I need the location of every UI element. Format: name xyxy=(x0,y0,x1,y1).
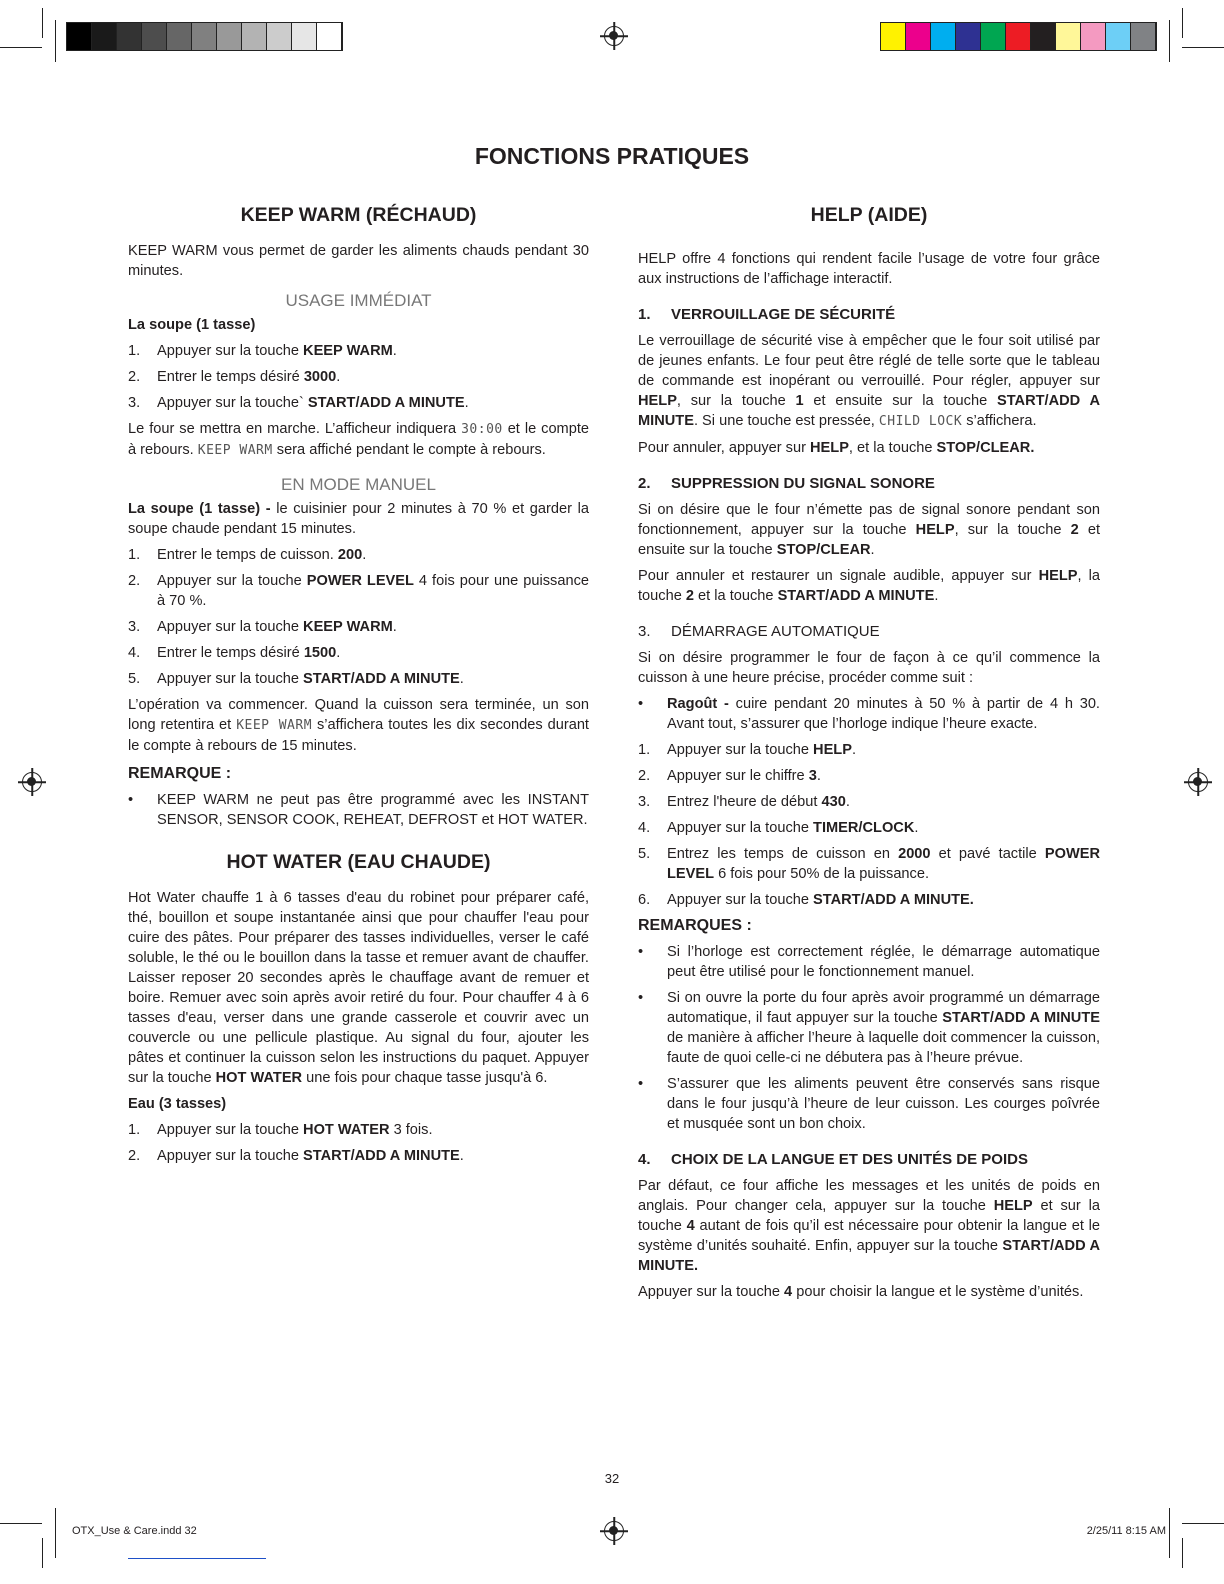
list-item: 3. Appuyer sur la touche` START/ADD A MINUTE. xyxy=(128,395,469,411)
crop-mark xyxy=(55,1508,56,1558)
list-item: 3. Appuyer sur la touche KEEP WARM. xyxy=(128,619,397,635)
color-swatch xyxy=(242,23,267,50)
color-swatch xyxy=(1031,23,1056,50)
list-item: 6. Appuyer sur la touche START/ADD A MINUTE. xyxy=(638,892,974,908)
color-swatch xyxy=(1081,23,1106,50)
color-swatch xyxy=(117,23,142,50)
crop-mark xyxy=(42,1538,43,1568)
list-item: 4. Entrer le temps désiré 1500. xyxy=(128,645,341,661)
list-item: 1. Appuyer sur la touche HOT WATER 3 fois. xyxy=(128,1122,433,1138)
crop-mark xyxy=(1169,20,1170,62)
color-swatch xyxy=(292,23,317,50)
color-swatch xyxy=(267,23,292,50)
color-swatch xyxy=(1131,23,1156,50)
hot-water-heading: HOT WATER (EAU CHAUDE) xyxy=(226,851,491,873)
section-3-steps xyxy=(638,740,1100,910)
manual-note: L’opération va commencer. Quand la cuisson sera terminée, un son long retentira et KEEP WARM s’affichera toutes les dix secondes durant le compte à rebours de 15 minutes. xyxy=(128,697,589,754)
crop-mark xyxy=(1182,8,1183,38)
remark-list xyxy=(128,790,589,830)
crop-mark xyxy=(55,20,56,62)
keep-warm-heading: KEEP WARM (RÉCHAUD) xyxy=(240,204,477,226)
section-3-bullet xyxy=(638,694,1100,734)
color-swatch xyxy=(881,23,906,50)
page-title: FONCTIONS PRATIQUES xyxy=(474,143,750,169)
crop-mark xyxy=(1182,47,1224,48)
list-item: 1. Appuyer sur la touche HELP. xyxy=(638,742,857,758)
list-item: 2. Appuyer sur la touche START/ADD A MINUTE. xyxy=(128,1148,464,1164)
lcd-display-text: 30:00 xyxy=(461,422,503,437)
footer-timestamp: 2/25/11 8:15 AM xyxy=(1086,1525,1166,1537)
section-4-body: Par défaut, ce four affiche les messages et les unités de poids en anglais. Pour changer cela, appuyer sur la touche HELP et sur la touche 4 autant de fois qu’il est nécessaire pour obtenir la langue et le système d’unités souhaité. Enfin, appuyer sur la touche START/ADD A MINUTE. xyxy=(638,1178,1101,1274)
lcd-display-text: KEEP WARM xyxy=(197,443,273,458)
color-swatch xyxy=(142,23,167,50)
crop-mark xyxy=(42,8,43,38)
section-3-heading: 3. DÉMARRAGE AUTOMATIQUE xyxy=(638,623,880,640)
list-item: • S’assurer que les aliments peuvent être conservés sans risque dans le four jusqu’à l’heure de leur cuisson. Les courges poîvrée et musquée sont un bon choix. xyxy=(638,1076,1100,1132)
lcd-display-text: CHILD LOCK xyxy=(878,414,963,429)
manual-steps xyxy=(128,545,589,689)
section-3-intro: Si on désire programmer le four de façon à ce qu’il commence la cuisson à une heure précise, procéder comme suit : xyxy=(638,650,1100,686)
list-item: 3. Entrez l'heure de début 430. xyxy=(638,794,850,810)
color-swatch xyxy=(981,23,1006,50)
list-item: • Si on ouvre la porte du four après avoir programmé un démarrage automatique, il faut appuyer sur la touche START/ADD A MINUTE de manière à afficher l’heure à laquelle doit commencer la cuisson, faute de quoi celle-ci ne débutera pas à l’heure prévue. xyxy=(638,990,1100,1066)
list-item: 2. Entrer le temps désiré 3000. xyxy=(128,369,341,385)
color-swatch xyxy=(1106,23,1131,50)
list-item: 4. Appuyer sur la touche TIMER/CLOCK. xyxy=(638,820,919,836)
registration-mark-icon xyxy=(22,772,42,792)
color-swatch xyxy=(192,23,217,50)
help-heading: HELP (AIDE) xyxy=(810,204,928,226)
color-swatch xyxy=(1056,23,1081,50)
grayscale-bar xyxy=(66,22,343,51)
lcd-display-text: KEEP WARM xyxy=(236,718,313,733)
usage-immediat-heading: USAGE IMMÉDIAT xyxy=(285,291,432,310)
hot-water-steps xyxy=(128,1120,589,1166)
list-item: • KEEP WARM ne peut pas être programmé avec les INSTANT SENSOR, SENSOR COOK, REHEAT, DEFROST et HOT WATER. xyxy=(128,792,589,828)
footer-file-info: OTX_Use & Care.indd 32 xyxy=(72,1525,197,1537)
color-swatch xyxy=(1006,23,1031,50)
left-column xyxy=(128,205,589,1172)
immediate-note: Le four se mettra en marche. L’afficheur indiquera 30:00 et le compte à rebours. KEEP WARM sera affiché pendant le compte à rebours. xyxy=(128,421,589,458)
section-1-cancel: Pour annuler, appuyer sur HELP, et la touche STOP/CLEAR. xyxy=(638,440,1035,456)
manual-subtitle: La soupe (1 tasse) - le cuisinier pour 2 minutes à 70 % et garder la soupe chaude pendant 15 minutes. xyxy=(128,501,589,537)
crop-mark xyxy=(0,1523,42,1524)
remarks-list xyxy=(638,942,1100,1134)
list-item: 1. Appuyer sur la touche KEEP WARM. xyxy=(128,343,397,359)
crop-mark xyxy=(1182,1538,1183,1568)
color-bar xyxy=(880,22,1157,51)
section-2-body: Si on désire que le four n’émette pas de signal sonore pendant son fonctionnement, appuyer sur la touche HELP, sur la touche 2 et ensuite sur la touche STOP/CLEAR. xyxy=(638,502,1100,558)
remark-heading: REMARQUE : xyxy=(128,765,232,782)
section-2-heading: 2. SUPPRESSION DU SIGNAL SONORE xyxy=(638,475,935,492)
crop-mark xyxy=(0,47,42,48)
color-swatch xyxy=(217,23,242,50)
footer-underline xyxy=(128,1558,266,1559)
section-1-body: Le verrouillage de sécurité vise à empêcher que le four soit utilisé par de jeunes enfants. Le four peut être réglé de telle sorte que le tableau de commande est inopérant ou verrouillé. Pour régler, appuyer sur HELP, sur la touche 1 et ensuite sur la touche START/ADD A MINUTE. Si une touche est pressée, CHILD LOCK s’affichera. xyxy=(638,333,1100,429)
list-item: • Si l’horloge est correctement réglée, le démarrage automatique peut être utilisé pour le fonctionnement manuel. xyxy=(638,944,1100,980)
list-item: • Ragoût - cuire pendant 20 minutes à 50 % à partir de 4 h 30. Avant tout, s’assurer que l’horloge indique l’heure exacte. xyxy=(638,696,1100,732)
mode-manuel-heading: EN MODE MANUEL xyxy=(281,475,436,494)
immediate-steps xyxy=(128,341,589,413)
section-1-heading: 1. VERROUILLAGE DE SÉCURITÉ xyxy=(638,306,896,323)
color-swatch xyxy=(92,23,117,50)
section-4-note: Appuyer sur la touche 4 pour choisir la langue et le système d’unités. xyxy=(638,1284,1084,1300)
hot-water-body: Hot Water chauffe 1 à 6 tasses d'eau du robinet pour préparer café, thé, bouillon et soupe instantanée ainsi que pour chauffer l'eau pour cuire des pâtes. Pour préparer des tasses individuelles, verser le café soluble, le thé ou le bouillon dans la tasse et remuer avant de chauffer. Laisser reposer 20 secondes après le chauffage avant de remuer et boire. Remuer avec soin après avoir retiré du four. Pour chauffer 4 à 6 tasses d'eau, verser dans une grande casserole et couvrir avec un couvercle ou une pellicule plastique. Au signal du four, ajouter les pâtes et continuer la cuisson selon les instructions du paquet. Appuyer sur la touche HOT WATER une fois pour chaque tasse jusqu'à 6. xyxy=(128,890,589,1086)
right-column xyxy=(638,205,1100,1308)
list-item: 5. Entrez les temps de cuisson en 2000 et pavé tactile POWER LEVEL 6 fois pour 50% de la puissance. xyxy=(638,846,1100,882)
color-swatch xyxy=(167,23,192,50)
section-4-heading: 4. CHOIX DE LA LANGUE ET DES UNITÉS DE POIDS xyxy=(638,1151,1028,1168)
list-item: 2. Appuyer sur la touche POWER LEVEL 4 fois pour une puissance à 70 %. xyxy=(128,573,589,609)
color-swatch xyxy=(931,23,956,50)
color-swatch xyxy=(317,23,342,50)
registration-mark-icon xyxy=(604,1521,624,1541)
section-2-cancel: Pour annuler et restaurer un signale audible, appuyer sur HELP, la touche 2 et la touche START/ADD A MINUTE. xyxy=(638,568,1100,604)
list-item: 1. Entrer le temps de cuisson. 200. xyxy=(128,547,367,563)
crop-mark xyxy=(1182,1523,1224,1524)
page-number: 32 xyxy=(604,1471,620,1486)
list-item: 5. Appuyer sur la touche START/ADD A MINUTE. xyxy=(128,671,464,687)
registration-mark-icon xyxy=(604,26,624,46)
remarks-heading: REMARQUES : xyxy=(638,917,752,934)
color-swatch xyxy=(956,23,981,50)
crop-mark xyxy=(1169,1508,1170,1558)
help-intro: HELP offre 4 fonctions qui rendent facile l’usage de votre four grâce aux instructions de l’affichage interactif. xyxy=(638,251,1100,287)
hot-water-subtitle: Eau (3 tasses) xyxy=(128,1096,227,1112)
color-swatch xyxy=(67,23,92,50)
keep-warm-intro: KEEP WARM vous permet de garder les aliments chauds pendant 30 minutes. xyxy=(128,243,589,279)
color-swatch xyxy=(906,23,931,50)
registration-mark-icon xyxy=(1188,772,1208,792)
immediate-subtitle: La soupe (1 tasse) xyxy=(128,317,256,333)
list-item: 2. Appuyer sur le chiffre 3. xyxy=(638,768,821,784)
